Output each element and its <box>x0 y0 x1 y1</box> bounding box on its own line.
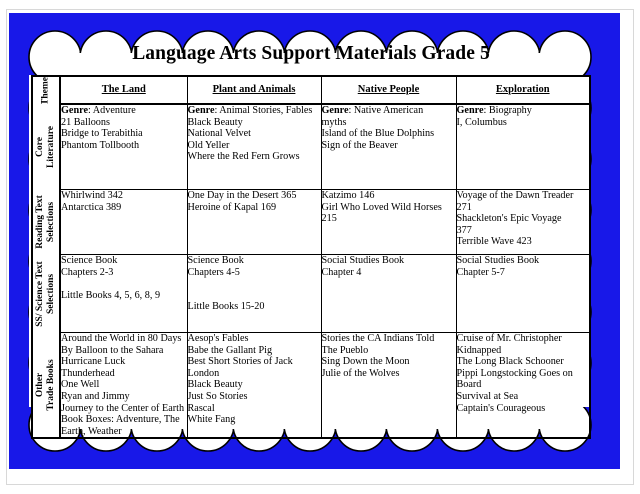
row-label-theme <box>32 76 60 104</box>
book-title-line: Julie of the Wolves <box>321 367 400 379</box>
book-title-line: Best Short Stories of Jack <box>187 356 293 368</box>
book-title-line: Journey to the Center of Earth <box>61 402 185 414</box>
column-header-exploration <box>456 76 590 104</box>
support-materials-table <box>31 75 589 439</box>
worksheet-content <box>31 24 609 461</box>
cell-reading-the-land <box>60 190 187 255</box>
book-title-line: I, Columbus <box>456 116 507 128</box>
book-title-line: Whirlwind 342 <box>61 190 123 201</box>
row-label-other-trade-books-text: Other Trade Books <box>35 359 56 411</box>
book-title-line: Black Beauty <box>187 379 243 391</box>
cell-reading-plant-animals <box>187 190 321 255</box>
book-title-line: Antarctica 389 <box>61 201 122 213</box>
book-title-line: Island of the Blue Dolphins <box>321 128 435 140</box>
cell-core-the-land <box>60 104 187 190</box>
book-title-line: Old Yeller <box>187 139 230 151</box>
column-header-label: Plant and Animals <box>212 84 296 95</box>
book-title-line: Rascal <box>187 402 215 414</box>
row-label-other-trade-books <box>32 333 60 439</box>
row-label-core-literature <box>32 104 60 190</box>
book-title-line: Bridge to Terabithia <box>61 128 143 140</box>
cell-core-plant-animals <box>187 104 321 190</box>
book-title-line: Heroine of Kapal 169 <box>187 201 277 213</box>
book-title-line: Chapter 5-7 <box>456 266 505 278</box>
book-title-line: 215 <box>321 213 337 225</box>
book-title-line: Chapters 2-3 <box>61 266 114 278</box>
page-title: Language Arts Support Materials Grade 5 <box>132 43 490 64</box>
genre-line: Genre: Native American <box>321 105 424 116</box>
genre-label: Genre <box>456 105 484 116</box>
book-title-line: Kidnapped <box>456 344 502 356</box>
book-title-line: Earth, Weather <box>61 425 122 437</box>
book-title-line: Ryan and Jimmy <box>61 390 130 402</box>
row-label-theme-text: Theme <box>40 76 51 105</box>
book-title-line: Science Book <box>61 255 118 266</box>
book-title-line: Sign of the Beaver <box>321 139 398 151</box>
cell-reading-native-people <box>321 190 456 255</box>
cell-core-native-people <box>321 104 456 190</box>
book-title-line: Book Boxes: Adventure, The <box>61 414 180 426</box>
column-header-label: The Land <box>101 84 146 95</box>
table-header-row <box>32 76 590 104</box>
book-title-line: Where the Red Fern Grows <box>187 151 300 163</box>
column-header-plant-and-animals <box>187 76 321 104</box>
book-title-line: The Pueblo <box>321 344 369 356</box>
cell-ss-exploration <box>456 255 590 333</box>
table-row-ss-science-text-selections <box>32 255 590 333</box>
genre-label: Genre <box>61 105 88 116</box>
book-title-line: Girl Who Loved Wild Horses <box>321 201 442 213</box>
cell-ss-native-people <box>321 255 456 333</box>
book-title-line: One Well <box>61 379 100 391</box>
genre-label: Genre <box>187 105 215 116</box>
book-title-line: Black Beauty <box>187 116 243 128</box>
book-title-line: 377 <box>456 224 472 236</box>
table-row-other-trade-books <box>32 333 590 439</box>
book-title-line: Hurricane Luck <box>61 356 126 368</box>
book-title-line: Social Studies Book <box>456 255 540 266</box>
book-title-line: One Day in the Desert 365 <box>187 190 297 201</box>
genre-line: Genre: Animal Stories, Fables <box>187 105 313 116</box>
blank-line <box>61 278 187 290</box>
book-title-line: Survival at Sea <box>456 390 519 402</box>
blank-line <box>188 278 321 290</box>
book-title-line: Thunderhead <box>61 367 115 379</box>
column-header-the-land <box>60 76 187 104</box>
book-title-line: Chapter 4 <box>321 266 362 278</box>
column-header-label: Native People <box>357 84 420 95</box>
cell-ss-the-land <box>60 255 187 333</box>
row-label-ss-science-text-selections <box>32 255 60 333</box>
cell-core-exploration <box>456 104 590 190</box>
book-title-line: Aesop's Fables <box>187 333 249 344</box>
cell-ss-plant-animals <box>187 255 321 333</box>
book-title-line: Board <box>456 379 482 391</box>
book-title-line: Science Book <box>187 255 244 266</box>
book-title-line: Cruise of Mr. Christopher <box>456 333 562 344</box>
cell-trade-plant-animals <box>187 333 321 439</box>
book-title-line: Voyage of the Dawn Treader <box>456 190 574 201</box>
book-title-line: Captain's Courageous <box>456 402 546 414</box>
book-title-line: White Fang <box>187 414 236 426</box>
cell-trade-native-people <box>321 333 456 439</box>
book-title-line: Sing Down the Moon <box>321 356 410 368</box>
book-title-line: Stories the CA Indians Told <box>321 333 435 344</box>
book-title-line: myths <box>321 116 347 128</box>
column-header-label: Exploration <box>495 84 550 95</box>
row-label-reading-text-selections <box>32 190 60 255</box>
book-title-line: The Long Black Schooner <box>456 356 564 368</box>
book-title-line: Phantom Tollbooth <box>61 139 140 151</box>
book-title-line: 21 Balloons <box>61 116 110 128</box>
book-title-line: Pippi Longstocking Goes on <box>456 367 573 379</box>
book-title-line: Social Studies Book <box>321 255 405 266</box>
genre-label: Genre <box>321 105 349 116</box>
book-title-line: Babe the Gallant Pig <box>187 344 273 356</box>
book-title-line: Shackleton's Epic Voyage <box>456 213 562 225</box>
book-title-line: Terrible Wave 423 <box>456 236 532 248</box>
book-title-line: London <box>187 367 220 379</box>
book-title-line: Chapters 4-5 <box>187 266 240 278</box>
table-row-core-literature <box>32 104 590 190</box>
book-title-line: Katzimo 146 <box>321 190 375 201</box>
book-title-line: 271 <box>456 201 472 213</box>
cell-reading-exploration <box>456 190 590 255</box>
cell-trade-the-land <box>60 333 187 439</box>
book-title-line: National Velvet <box>187 128 251 140</box>
row-label-reading-text-selections-text: Reading Text Selections <box>35 195 56 249</box>
row-label-ss-science-text-selections-text: SS/ Science Text Selections <box>35 260 56 327</box>
table-row-reading-text-selections <box>32 190 590 255</box>
column-header-native-people <box>321 76 456 104</box>
book-title-line: Little Books 15-20 <box>187 301 265 313</box>
book-title-line: By Balloon to the Sahara <box>61 344 164 356</box>
genre-line: Genre: Biography <box>456 105 532 116</box>
genre-line: Genre: Adventure <box>61 105 136 116</box>
book-title-line: Around the World in 80 Days <box>61 333 182 344</box>
row-label-core-literature-text: Core Literature <box>35 125 56 168</box>
book-title-line: Little Books 4, 5, 6, 8, 9 <box>61 289 161 301</box>
book-title-line: Just So Stories <box>187 390 248 402</box>
blank-line <box>188 290 321 302</box>
cell-trade-exploration <box>456 333 590 439</box>
